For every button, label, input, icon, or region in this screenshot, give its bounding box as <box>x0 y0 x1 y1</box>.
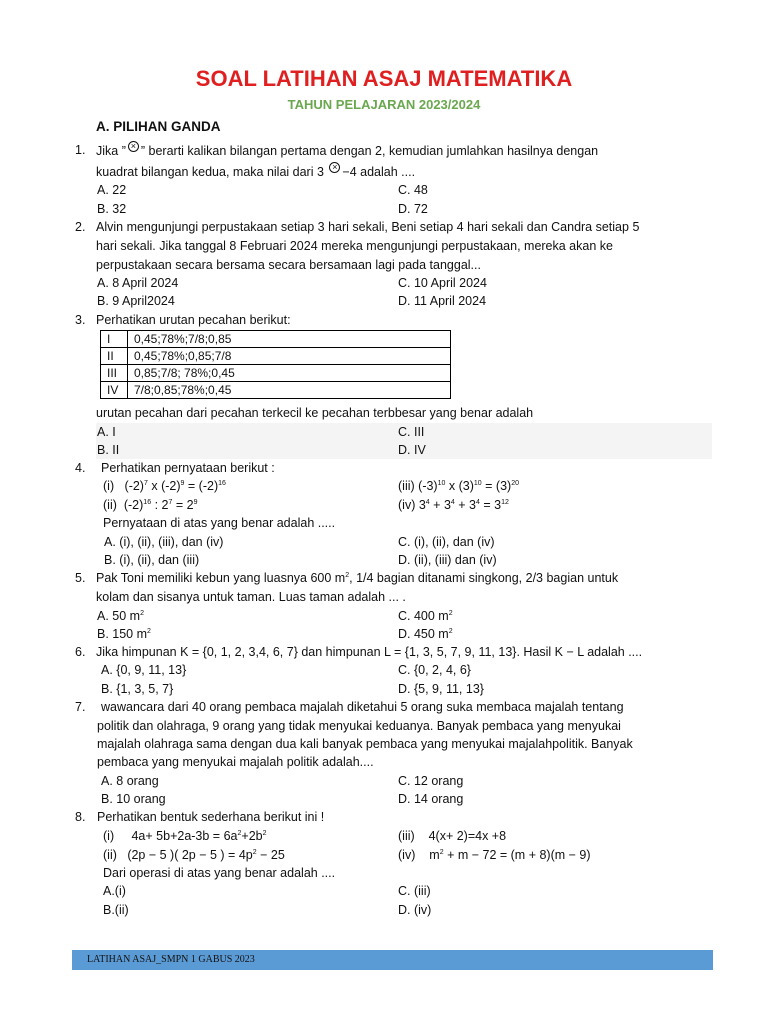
question-text: perpustakaan secara bersama secara bersamaan lagi pada tanggal... <box>96 258 481 272</box>
option-a[interactable]: A. {0, 9, 11, 13} <box>101 663 187 677</box>
question-text: Jika ” × ” berarti kalikan bilangan pertama dengan 2, kemudian jumlahkan hasilnya dengan <box>96 141 599 158</box>
question-number: 8. <box>75 810 86 824</box>
footer-text: LATIHAN ASAJ_SMPN 1 GABUS 2023 <box>87 954 255 965</box>
option-d[interactable]: D. 14 orang <box>398 792 464 806</box>
question-text: wawancara dari 40 orang pembaca majalah diketahui 5 orang suka membaca majalah tentang <box>101 700 624 714</box>
option-d[interactable]: D. 450 $m^2$ <box>398 627 453 641</box>
table-row <box>101 365 451 382</box>
option-c[interactable]: C. 10 April 2024 <box>398 276 487 290</box>
statement-ii: (ii) $(-2)^{16}$ : $2^7 = 2^9$ <box>103 498 198 512</box>
option-d[interactable]: D. 11 April 2024 <box>398 294 487 308</box>
option-a[interactable]: A. 8 April 2024 <box>97 276 179 290</box>
option-d[interactable]: D. {5, 9, 11, 13} <box>398 682 484 696</box>
question-text: majalah olahraga sama dengan dua kali banyak pembaca yang menyukai majalahpolitik. Banyak <box>97 737 633 751</box>
option-b[interactable]: B. 150 $m^2$ <box>97 627 151 641</box>
statement-iii: (iii) 4(x+ 2)=4x +8 <box>398 829 507 843</box>
statement-i: (i) $4a+ 5b+2a-3b = 6a^2+2b^2$ <box>103 829 267 843</box>
option-a[interactable]: A. (i), (ii), (iii), dan (iv) <box>104 535 224 549</box>
page-title: SOAL LATIHAN ASAJ MATEMATIKA <box>195 66 573 91</box>
table-cell: IV <box>101 382 128 399</box>
table-row <box>101 348 451 365</box>
option-d[interactable]: D. (iv) <box>398 903 432 917</box>
question-text: Perhatikan bentuk sederhana berikut ini ! <box>97 810 325 824</box>
option-d[interactable]: D. 72 <box>398 202 428 216</box>
statement-ii: (ii) (2p − 5 )( 2p − 5 ) = $4p^2 - 25$ <box>103 848 285 862</box>
table-cell: 7/8;0,85;78%;0,45 <box>128 382 451 399</box>
table-cell: 0,45;78%;7/8;0,85 <box>128 331 451 348</box>
circled-times-icon: × <box>329 162 340 173</box>
question-number: 7. <box>75 700 86 714</box>
question-text: Alvin mengunjungi perpustakaan setiap 3 hari sekali, Beni setiap 4 hari sekali dan Candra setiap 5 <box>96 220 640 234</box>
statement-iv: (iv) $m^2 + m - 72 = (m + 8)(m - 9)$ <box>398 848 591 862</box>
option-a[interactable]: A. 22 <box>97 183 127 197</box>
question-text: Pak Toni memiliki kebun yang luasnya 600 $m^2$, 1/4 bagian ditanami singkong, 2/3 bagian untuk <box>96 571 619 585</box>
question-text: kuadrat bilangan kedua, maka nilai dari 3 × −4 adalah .... <box>96 162 416 179</box>
question-text: pembaca yang menyukai majalah politik adalah.... <box>97 755 374 769</box>
question-text: urutan pecahan dari pecahan terkecil ke pecahan terbbesar yang benar adalah <box>96 406 534 420</box>
option-b[interactable]: B. 9 April2024 <box>97 294 175 308</box>
option-d[interactable]: D. IV <box>398 443 426 457</box>
table-row <box>101 382 451 399</box>
question-number: 5. <box>75 571 86 585</box>
option-c[interactable]: C. 400 $m^2$ <box>398 609 453 623</box>
table-cell: 0,85;7/8; 78%;0,45 <box>128 365 451 382</box>
question-text: hari sekali. Jika tanggal 8 Februari 2024 mereka mengunjungi perpustakaan, mereka akan ke <box>96 239 613 253</box>
statement-i: (i) $(-2)^7$ x $(-2)^9 = (-2)^{16}$ <box>103 479 226 493</box>
page-subtitle: TAHUN PELAJARAN 2023/2024 <box>287 97 481 112</box>
option-b[interactable]: B. 32 <box>97 202 127 216</box>
question-text: kolam dan sisanya untuk taman. Luas taman adalah ... . <box>96 590 406 604</box>
section-heading: A. PILIHAN GANDA <box>96 119 221 134</box>
option-b[interactable]: B. {1, 3, 5, 7} <box>101 682 174 696</box>
question-number: 1. <box>75 143 86 157</box>
option-c[interactable]: C. {0, 2, 4, 6} <box>398 663 471 677</box>
footer-bar <box>72 950 713 970</box>
question-text: politik dan olahraga, 9 orang yang tidak menyukai keduanya. Banyak pembaca yang menyukai <box>97 719 621 733</box>
statement-iii: (iii) $(-3)^{10}$ x $(3)^{10} = (3)^{20}$ <box>398 479 520 493</box>
question-number: 4. <box>75 461 86 475</box>
table-cell: 0,45;78%;0,85;7/8 <box>128 348 451 365</box>
circled-times-icon: × <box>128 141 139 152</box>
option-a[interactable]: A. 8 orang <box>101 774 159 788</box>
option-a[interactable]: A. I <box>97 425 116 439</box>
option-b[interactable]: B.(ii) <box>103 903 129 917</box>
option-a[interactable]: A.(i) <box>103 884 126 898</box>
table-row <box>101 331 451 348</box>
question-number: 6. <box>75 645 86 659</box>
option-b[interactable]: B. II <box>97 443 120 457</box>
question-number: 3. <box>75 313 86 327</box>
option-c[interactable]: C. (iii) <box>398 884 431 898</box>
table-cell: II <box>101 348 128 365</box>
option-c[interactable]: C. 48 <box>398 183 428 197</box>
table-cell: III <box>101 365 128 382</box>
question-text: Perhatikan urutan pecahan berikut: <box>96 313 291 327</box>
statement-iv: (iv) $3^4 + 3^4 + 3^4 = 3^{12}$ <box>398 498 509 512</box>
fraction-order-table <box>100 330 451 399</box>
option-c[interactable]: C. (i), (ii), dan (iv) <box>398 535 495 549</box>
question-text: Jika himpunan K = {0, 1, 2, 3,4, 6, 7} dan himpunan L = {1, 3, 5, 7, 9, 11, 13}. Hasil K − L adalah .... <box>96 645 643 659</box>
table-cell: I <box>101 331 128 348</box>
option-d[interactable]: D. (ii), (iii) dan (iv) <box>398 553 497 567</box>
option-c[interactable]: C. 12 orang <box>398 774 464 788</box>
question-number: 2. <box>75 220 86 234</box>
option-b[interactable]: B. (i), (ii), dan (iii) <box>104 553 200 567</box>
question-text: Dari operasi di atas yang benar adalah .... <box>103 866 336 880</box>
question-text: Perhatikan pernyataan berikut : <box>101 461 275 475</box>
option-b[interactable]: B. 10 orang <box>101 792 166 806</box>
option-a[interactable]: A. 50 $m^2$ <box>97 609 144 623</box>
option-c[interactable]: C. III <box>398 425 425 439</box>
question-text: Pernyataan di atas yang benar adalah ..... <box>103 516 336 530</box>
